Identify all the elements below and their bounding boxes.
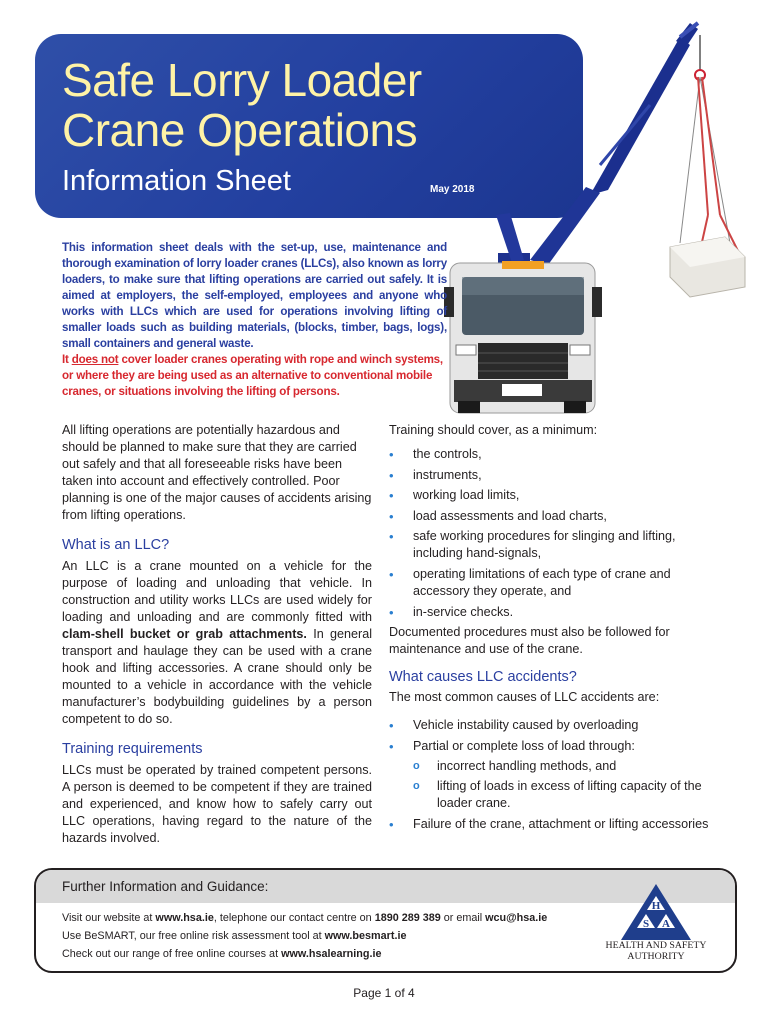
causes-intro: The most common causes of LLC accidents are: (389, 690, 660, 704)
contact-email-link[interactable]: wcu@hsa.ie (485, 912, 548, 924)
hsa-triangle-icon (591, 882, 721, 942)
sub-list-item: o incorrect handling methods, and (413, 758, 709, 775)
footer-courses-line (62, 947, 381, 961)
list-item: • Failure of the crane, attachment or lifting accessories (389, 816, 709, 833)
logo-letter-a: A (662, 918, 670, 930)
further-information-box (34, 868, 737, 973)
hsalearning-link[interactable]: www.hsalearning.ie (281, 948, 382, 960)
list-item: • operating limitations of each type of crane and accessory they operate, and (389, 566, 709, 600)
heading-what-causes-accidents: What causes LLC accidents? (389, 669, 577, 685)
cause-2-text: Partial or complete loss of load through: (413, 738, 635, 753)
scope-prefix: It (62, 353, 72, 366)
footer-text: or email (440, 912, 486, 924)
list-item (389, 738, 709, 813)
scope-rest: cover loader cranes operating with rope and winch systems, or where they are being used as an alternative to conventional mobile cranes, or situations involving the lifting of persons. (62, 353, 443, 398)
page-number: Page 1 of 4 (353, 986, 415, 1000)
footer-besmart-line (62, 929, 406, 943)
causes-list (389, 717, 709, 836)
training-list (389, 446, 709, 624)
llc-text-2: In general transport and haulage they can be used with a crane hook and lifting accessories. A crane should only be mounted to a vehicle in accordance with the vehicle manufacturer’s bodybuilding guidelines by a person competent to do so. (62, 627, 372, 726)
list-item: • instruments, (389, 467, 709, 484)
footer-text: , telephone our contact centre on (213, 912, 375, 924)
logo-letter-h: H (651, 900, 661, 912)
list-item: • Vehicle instability caused by overloading (389, 717, 709, 734)
list-item: • in-service checks. (389, 604, 709, 621)
logo-text-line-2: AUTHORITY (627, 951, 685, 962)
procedures-paragraph: Documented procedures must also be followed for maintenance and use of the crane. (389, 625, 670, 656)
logo-text-line-1: HEALTH AND SAFETY (605, 940, 707, 951)
contact-phone: 1890 289 389 (374, 912, 441, 924)
hsa-website-link[interactable]: www.hsa.ie (155, 912, 214, 924)
footer-heading: Further Information and Guidance: (36, 870, 735, 903)
list-item: • load assessments and load charts, (389, 508, 709, 525)
sub-list-item: o lifting of loads in excess of lifting capacity of the loader crane. (413, 778, 709, 812)
footer-text: Use BeSMART, our free online risk assessment tool at (62, 930, 325, 942)
subtitle: Information Sheet (62, 165, 291, 197)
training-intro: Training should cover, as a minimum: (389, 423, 598, 437)
scope-does-not: does not (71, 353, 119, 366)
intro-paragraph: This information sheet deals with the set-up, use, maintenance and thorough examination of lorry loader cranes (LLCs), also known as lorry loaders, to make sure that lifting operations are carried out safely. It is aimed at employers, the self-employed, employees and anyone who works with LLCs which are used for operations involving lifting of smaller loads such as building materials, (blocks, timber, bags, logs), small containers and general waste. (62, 241, 447, 350)
footer-contact-line (62, 911, 547, 925)
list-item: • safe working procedures for slinging and lifting, including hand-signals, (389, 528, 709, 562)
hsa-logo (591, 882, 721, 972)
lorry-crane-illustration (440, 15, 760, 415)
list-item: • working load limits, (389, 487, 709, 504)
list-item: • the controls, (389, 446, 709, 463)
logo-letter-s: S (642, 918, 650, 930)
opening-paragraph: All lifting operations are potentially hazardous and should be planned to make sure that they are carried out safely and that all foreseeable risks have been taken into account and effectively controlled. Poor planning is one of the major causes of accidents arising from lifting operations. (62, 423, 372, 522)
scope-exclusion-paragraph (62, 352, 447, 400)
footer-text: Visit our website at (62, 912, 156, 924)
llc-definition-paragraph (62, 558, 372, 728)
heading-training-requirements: Training requirements (62, 741, 203, 757)
training-paragraph: LLCs must be operated by trained competent persons. A person is deemed to be competent if they are trained and experienced, and know how to safely carry out LLC operations, having regard to the nature of the hazards involved. (62, 763, 372, 845)
besmart-link[interactable]: www.besmart.ie (324, 930, 407, 942)
footer-text: Check out our range of free online courses at (62, 948, 282, 960)
llc-text-bold: clam-shell bucket or grab attachments. (62, 627, 307, 641)
title-line-2: Crane Operations (62, 104, 418, 156)
title-line-1: Safe Lorry Loader (62, 54, 422, 106)
cause-2-sublist (413, 758, 709, 813)
publication-date: May 2018 (430, 184, 475, 195)
heading-what-is-llc: What is an LLC? (62, 537, 170, 553)
llc-text-1: An LLC is a crane mounted on a vehicle for the purpose of loading and unloading that vehicle. In construction and utility works LLCs are used widely for loading and unloading and are commonly fitted with (62, 559, 372, 624)
